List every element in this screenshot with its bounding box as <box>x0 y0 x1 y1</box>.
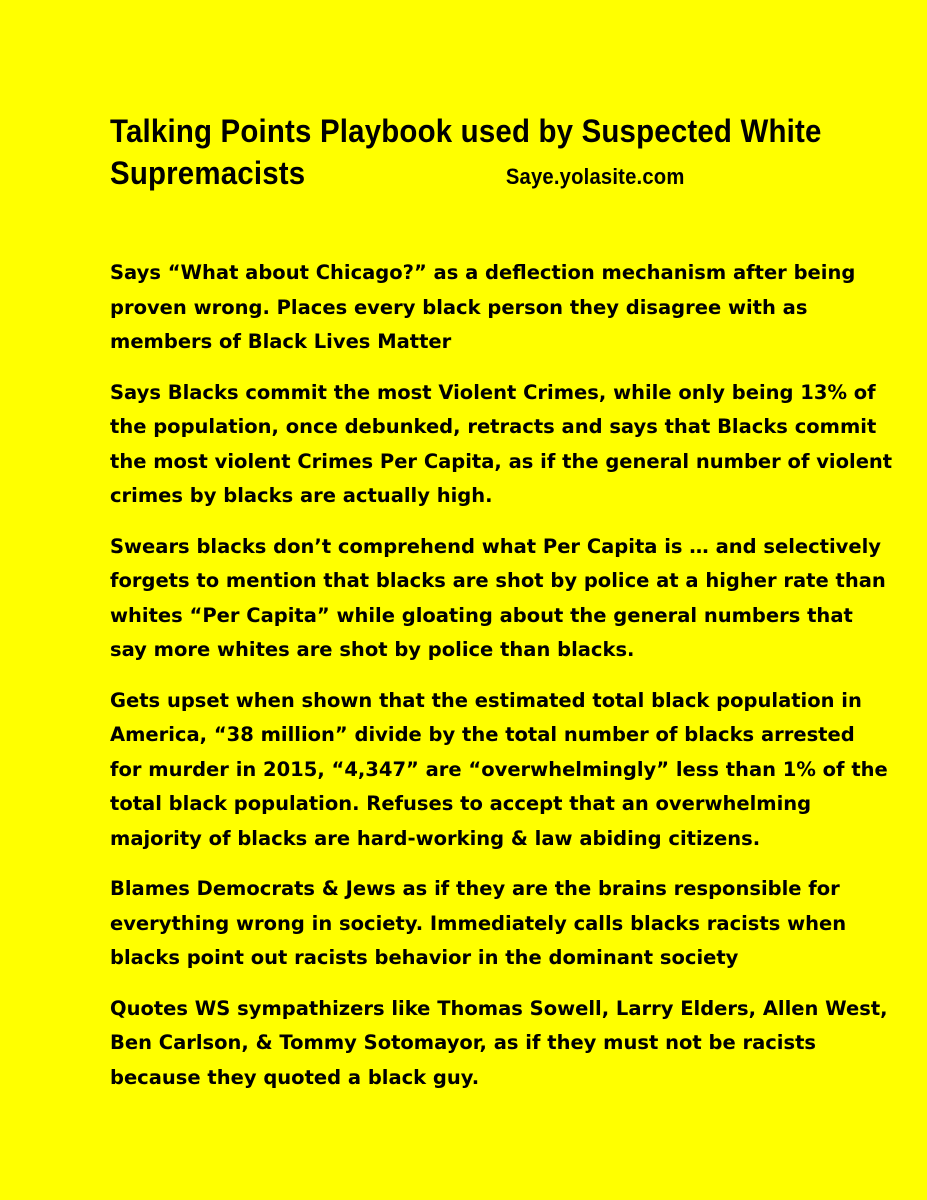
paragraph-line: the most violent Crimes Per Capita, as if the general number of violent <box>110 449 893 473</box>
paragraph <box>110 872 847 976</box>
paragraph-line: Says Blacks commit the most Violent Crimes, while only being 13% of <box>110 380 876 404</box>
paragraph-line: crimes by blacks are actually high. <box>110 484 493 507</box>
site-url: Saye.yolasite.com <box>505 164 685 189</box>
document-body <box>110 256 893 1111</box>
paragraph-line: Quotes WS sympathizers like Thomas Sowell, Larry Elders, Allen West, <box>110 996 888 1020</box>
paragraph-line: Says “What about Chicago?” as a deflection mechanism after being <box>110 261 856 284</box>
paragraph-line: everything wrong in society. Immediately calls blacks racists when <box>110 911 847 935</box>
paragraph <box>110 684 888 857</box>
paragraph-line: Blames Democrats & Jews as if they are the brains responsible for <box>110 877 840 900</box>
paragraph-line: total black population. Refuses to accept that an overwhelming <box>110 792 812 815</box>
paragraph-line: say more whites are shot by police than blacks. <box>110 638 635 661</box>
paragraph-line: whites “Per Capita” while gloating about the general numbers that <box>110 603 853 627</box>
title-block <box>110 110 830 198</box>
paragraph <box>110 992 888 1096</box>
paragraph-line: because they quoted a black guy. <box>110 1065 480 1089</box>
paragraph-line: Swears blacks don’t comprehend what Per Capita is … and selectively <box>110 534 882 558</box>
paragraph-line: for murder in 2015, “4,347” are “overwhelmingly” less than 1% of the <box>110 757 888 781</box>
paragraph-line: blacks point out racists behavior in the dominant society <box>110 946 739 969</box>
page-title-line-2-text: Supremacists <box>110 155 306 191</box>
paragraph-line: America, “38 million” divide by the total number of blacks arrested <box>110 723 855 746</box>
paragraph-line: Gets upset when shown that the estimated total black population in <box>110 688 862 712</box>
paragraph-line: forgets to mention that blacks are shot by police at a higher rate than <box>110 569 886 592</box>
paragraph-line: proven wrong. Places every black person they disagree with as <box>110 295 808 319</box>
paragraph-line: the population, once debunked, retracts and says that Blacks commit <box>110 415 877 438</box>
paragraph <box>110 256 856 360</box>
paragraph-line: Ben Carlson, & Tommy Sotomayor, as if they must not be racists <box>110 1031 817 1054</box>
paragraph-line: members of Black Lives Matter <box>110 330 452 353</box>
paragraph <box>110 530 886 668</box>
paragraph-line: majority of blacks are hard-working & law abiding citizens. <box>110 826 761 850</box>
paragraph <box>110 376 893 514</box>
page-title-line-2 <box>110 152 772 198</box>
page-title-line-1: Talking Points Playbook used by Suspected White <box>110 113 822 149</box>
